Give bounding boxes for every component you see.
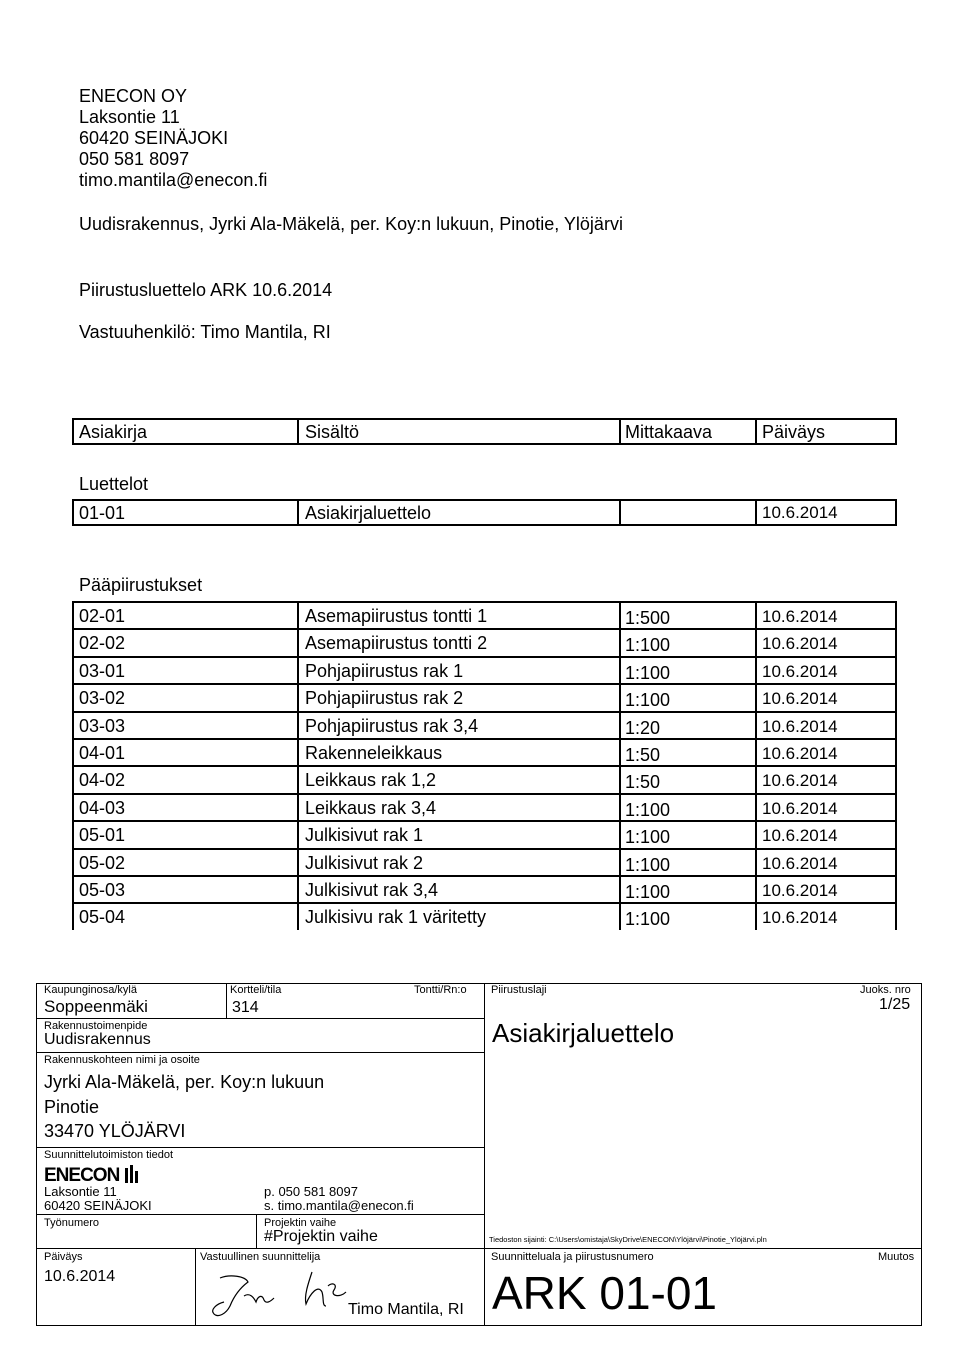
date-label: Päiväys (44, 1251, 83, 1263)
designer-label: Vastuullinen suunnittelija (200, 1251, 321, 1263)
responsible-person: Vastuuhenkilö: Timo Mantila, RI (79, 322, 331, 342)
target-line-3: 33470 YLÖJÄRVI (44, 1121, 186, 1141)
row-id: 03-02 (79, 688, 126, 708)
row-date: 10.6.2014 (762, 607, 838, 626)
row-date: 10.6.2014 (762, 689, 838, 708)
row-content: Julkisivut rak 2 (305, 853, 424, 873)
office-email: s. timo.mantila@enecon.fi (264, 1198, 414, 1213)
row-content: Julkisivu rak 1 väritetty (305, 907, 487, 927)
measure-value: Uudisrakennus (44, 1031, 151, 1048)
district-label: Kaupunginosa/kylä (44, 984, 137, 996)
row-date: 10.6.2014 (762, 908, 838, 927)
row-date: 10.6.2014 (762, 881, 838, 900)
row-id: 04-02 (79, 770, 126, 790)
company-street: Laksontie 11 (79, 107, 180, 127)
row-date: 10.6.2014 (762, 854, 838, 873)
date-value: 10.6.2014 (44, 1268, 116, 1285)
signature-icon (200, 1262, 360, 1324)
row-date: 10.6.2014 (762, 717, 838, 736)
row-content: Julkisivut rak 3,4 (305, 880, 439, 900)
row-content: Leikkaus rak 3,4 (305, 798, 437, 818)
row-id: 04-03 (79, 798, 126, 818)
row-scale: 1:500 (625, 608, 671, 628)
row-scale: 1:100 (625, 800, 671, 820)
company-email: timo.mantila@enecon.fi (79, 170, 268, 190)
row-date: 10.6.2014 (762, 744, 838, 763)
office-city: 60420 SEINÄJOKI (44, 1198, 152, 1213)
row-id: 02-01 (79, 606, 126, 626)
row-scale: 1:100 (625, 635, 671, 655)
row-scale: 1:100 (625, 663, 671, 683)
logo-graphic-icon (124, 1164, 140, 1184)
row-id: 04-01 (79, 743, 126, 763)
target-label: Rakennuskohteen nimi ja osoite (44, 1054, 200, 1066)
row-scale: 1:100 (625, 909, 671, 929)
row-id: 02-02 (79, 633, 126, 653)
target-line-1: Jyrki Ala-Mäkelä, per. Koy:n lukuun (44, 1072, 325, 1092)
row-id: 05-04 (79, 907, 126, 927)
header-sisalto: Sisältö (305, 422, 360, 442)
sequence-label: Juoks. nro (860, 984, 911, 996)
header-mittakaava: Mittakaava (625, 422, 713, 442)
block-value: 314 (232, 999, 259, 1016)
row-id: 05-02 (79, 853, 126, 873)
row-scale: 1:50 (625, 745, 661, 765)
logo-text: ENECON (44, 1165, 120, 1186)
row-date: 10.6.2014 (762, 662, 838, 681)
row-scale: 1:20 (625, 718, 661, 738)
field-label: Suunnitteluala ja piirustusnumero (491, 1251, 654, 1263)
row-id: 01-01 (79, 503, 126, 523)
header-paivays: Päiväys (762, 422, 826, 442)
drawing-type-label: Piirustuslaji (491, 984, 547, 996)
row-id: 05-01 (79, 825, 126, 845)
row-date: 10.6.2014 (762, 799, 838, 818)
company-city: 60420 SEINÄJOKI (79, 128, 229, 148)
target-line-2: Pinotie (44, 1097, 100, 1117)
row-date: 10.6.2014 (762, 503, 838, 522)
company-name: ENECON OY (79, 86, 188, 106)
row-date: 10.6.2014 (762, 771, 838, 790)
drawing-type-value: Asiakirjaluettelo (492, 1018, 675, 1048)
row-content: Pohjapiirustus rak 3,4 (305, 716, 479, 736)
row-id: 03-01 (79, 661, 126, 681)
row-scale: 1:50 (625, 772, 661, 792)
project-line: Uudisrakennus, Jyrki Ala-Mäkelä, per. Koy:n lukuun, Pinotie, Ylöjärvi (79, 214, 623, 234)
row-content: Pohjapiirustus rak 2 (305, 688, 464, 708)
row-date: 10.6.2014 (762, 826, 838, 845)
measure-label: Rakennustoimenpide (44, 1020, 148, 1032)
phase-label: Projektin vaihe (264, 1217, 337, 1229)
office-phone: p. 050 581 8097 (264, 1184, 358, 1199)
block-label: Kortteli/tila (230, 984, 282, 996)
row-content: Asemapiirustus tontti 1 (305, 606, 488, 626)
row-scale: 1:100 (625, 855, 671, 875)
row-content: Leikkaus rak 1,2 (305, 770, 437, 790)
file-location: Tiedoston sijainti: C:\Users\omistaja\SkyDrive\ENECON\Ylöjärvi\Pinotie_Ylöjärvi.pln (489, 1235, 767, 1244)
work-number-label: Työnumero (44, 1217, 100, 1229)
row-id: 03-03 (79, 716, 126, 736)
row-content: Rakenneleikkaus (305, 743, 443, 763)
sequence-value: 1/25 (879, 996, 911, 1013)
phase-value: #Projektin vaihe (264, 1228, 378, 1245)
row-scale: 1:100 (625, 827, 671, 847)
row-content: Pohjapiirustus rak 1 (305, 661, 464, 681)
office-label: Suunnittelutoimiston tiedot (44, 1149, 174, 1161)
section-title-paapiirustukset: Pääpiirustukset (79, 575, 203, 595)
designer-value: Timo Mantila, RI (348, 1301, 464, 1318)
section-title-luettelot: Luettelot (79, 474, 149, 494)
change-label: Muutos (878, 1251, 915, 1263)
header-asiakirja: Asiakirja (79, 422, 148, 442)
row-content: Asemapiirustus tontti 2 (305, 633, 488, 653)
plot-label: Tontti/Rn:o (414, 984, 467, 996)
row-content: Asiakirjaluettelo (305, 503, 432, 523)
company-phone: 050 581 8097 (79, 149, 190, 169)
list-title: Piirustusluettelo ARK 10.6.2014 (79, 280, 333, 300)
row-scale: 1:100 (625, 882, 671, 902)
enecon-logo (44, 1161, 140, 1186)
row-id: 05-03 (79, 880, 126, 900)
district-value: Soppeenmäki (44, 997, 148, 1016)
row-date: 10.6.2014 (762, 634, 838, 653)
row-content: Julkisivut rak 1 (305, 825, 424, 845)
office-street: Laksontie 11 (44, 1184, 117, 1199)
drawing-number: ARK 01-01 (492, 1267, 718, 1319)
row-scale: 1:100 (625, 690, 671, 710)
